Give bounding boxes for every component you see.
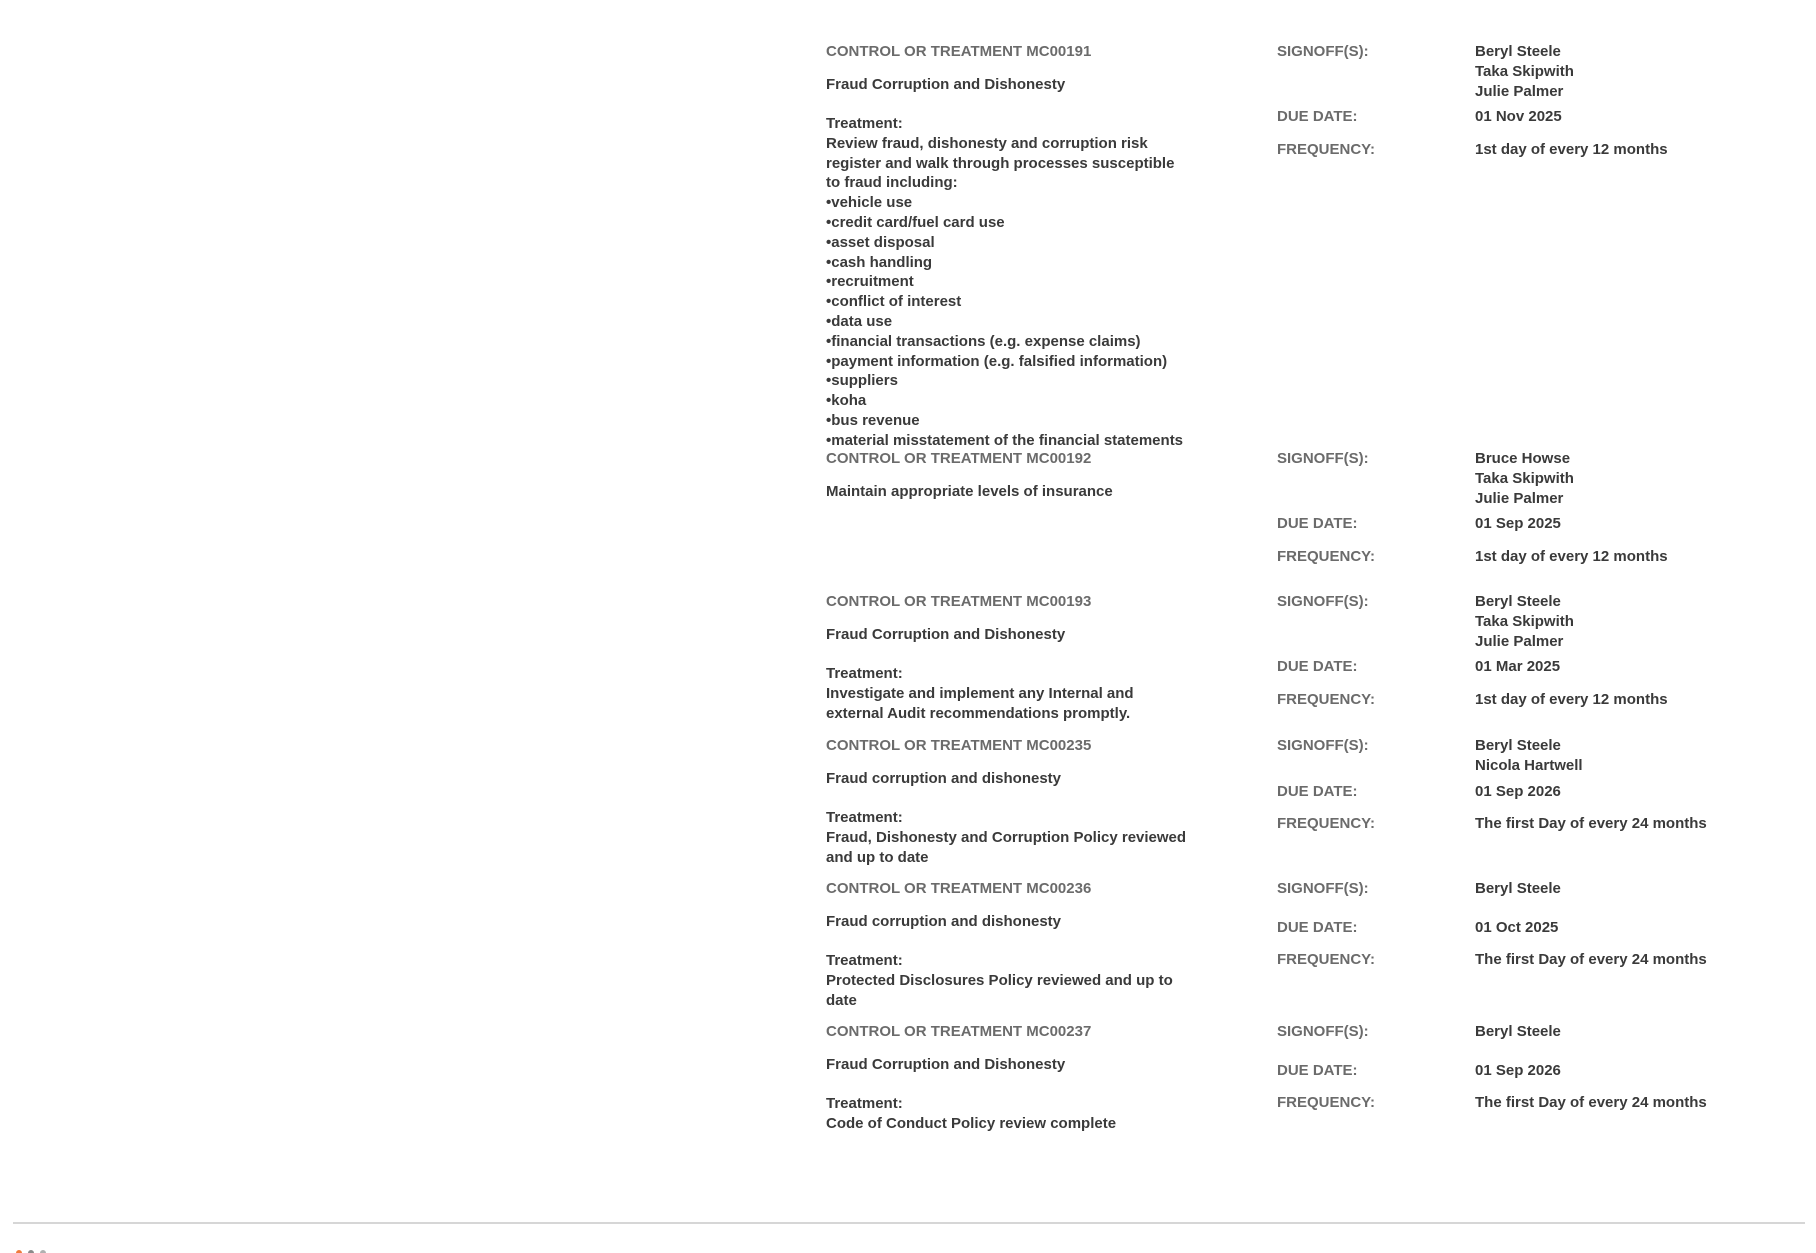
signoff-name: Julie Palmer (1475, 82, 1564, 100)
control-title: CONTROL OR TREATMENT MC00235 (826, 737, 1092, 754)
signoff-row (1277, 1022, 1797, 1055)
control-details (826, 592, 1256, 723)
frequency-row-label: FREQUENCY: (1277, 547, 1376, 565)
due-date-row-label: DUE DATE: (1277, 108, 1358, 126)
control-title: CONTROL OR TREATMENT MC00192 (826, 450, 1092, 467)
control-subject: Fraud corruption and dishonesty (826, 912, 1062, 930)
frequency-row-values (1475, 814, 1707, 834)
signoff-name: Julie Palmer (1475, 632, 1564, 650)
treatment-line: •bus revenue (826, 411, 920, 429)
signoff-row-label: SIGNOFF(S): (1277, 737, 1369, 754)
signoff-name: Beryl Steele (1475, 737, 1561, 754)
signoff-name: Taka Skipwith (1475, 469, 1574, 487)
treatment-line: •vehicle use (826, 194, 913, 212)
control-title: CONTROL OR TREATMENT MC00237 (826, 1023, 1092, 1040)
due-date-row (1277, 657, 1797, 690)
treatment-line: •asset disposal (826, 233, 935, 251)
due-date-value: 01 Oct 2025 (1475, 918, 1559, 936)
due-date-row-label: DUE DATE: (1277, 1061, 1358, 1079)
signoff-name: Nicola Hartwell (1475, 756, 1583, 774)
control-subject: Fraud Corruption and Dishonesty (826, 1055, 1066, 1073)
due-date-row-label: DUE DATE: (1277, 515, 1358, 533)
control-details (826, 42, 1256, 451)
frequency-row-label: FREQUENCY: (1277, 140, 1376, 158)
control-meta (1277, 1022, 1797, 1113)
treatment-line: Protected Disclosures Policy reviewed and up to (826, 971, 1173, 989)
signoff-name: Julie Palmer (1475, 489, 1564, 507)
control-meta (1277, 879, 1797, 970)
due-date-row (1277, 514, 1797, 547)
signoff-name: Beryl Steele (1475, 593, 1561, 610)
signoff-name: Beryl Steele (1475, 880, 1561, 897)
signoff-row-label: SIGNOFF(S): (1277, 1023, 1369, 1040)
frequency-value: 1st day of every 12 months (1475, 690, 1668, 708)
treatment-line: •financial transactions (e.g. expense claims) (826, 332, 1141, 350)
frequency-value: The first Day of every 24 months (1475, 815, 1707, 833)
treatment-line: •suppliers (826, 372, 898, 390)
signoff-row-values (1475, 1022, 1561, 1055)
due-date-row-label: DUE DATE: (1277, 918, 1358, 936)
control-title: CONTROL OR TREATMENT MC00236 (826, 880, 1092, 897)
treatment-description (826, 1094, 1256, 1134)
signoff-name: Taka Skipwith (1475, 62, 1574, 80)
signoff-row (1277, 592, 1797, 651)
footer-divider (13, 1222, 1805, 1224)
control-meta (1277, 449, 1797, 567)
treatment-line: and up to date (826, 848, 929, 866)
frequency-row (1277, 547, 1797, 567)
due-date-row-values (1475, 514, 1561, 547)
frequency-row-values (1475, 140, 1668, 160)
signoff-row-label: SIGNOFF(S): (1277, 593, 1369, 610)
control-meta (1277, 42, 1797, 160)
signoff-row-values (1475, 42, 1574, 101)
signoff-row (1277, 42, 1797, 101)
due-date-value: 01 Nov 2025 (1475, 108, 1562, 126)
treatment-line: Review fraud, dishonesty and corruption risk (826, 134, 1148, 152)
frequency-row (1277, 1093, 1797, 1113)
treatment-description (826, 808, 1256, 867)
frequency-value: The first Day of every 24 months (1475, 1094, 1707, 1112)
treatment-line: •credit card/fuel card use (826, 213, 1005, 231)
control-details (826, 879, 1256, 1010)
due-date-row-values (1475, 657, 1560, 690)
frequency-row (1277, 140, 1797, 160)
treatment-line: external Audit recommendations promptly. (826, 704, 1131, 722)
signoff-row-label: SIGNOFF(S): (1277, 43, 1369, 60)
treatment-description (826, 114, 1256, 451)
signoff-row-values (1475, 879, 1561, 912)
treatment-line: •payment information (e.g. falsified information) (826, 352, 1168, 370)
control-subject: Maintain appropriate levels of insurance (826, 482, 1113, 500)
due-date-row-label: DUE DATE: (1277, 658, 1358, 676)
due-date-value: 01 Sep 2026 (1475, 782, 1561, 800)
control-subject: Fraud Corruption and Dishonesty (826, 625, 1066, 643)
signoff-row-values (1475, 592, 1574, 651)
treatment-line: Fraud, Dishonesty and Corruption Policy reviewed (826, 828, 1187, 846)
due-date-row-values (1475, 1061, 1561, 1094)
due-date-row-values (1475, 782, 1561, 815)
control-title: CONTROL OR TREATMENT MC00193 (826, 593, 1092, 610)
treatment-label: Treatment: (826, 114, 903, 132)
signoff-name: Beryl Steele (1475, 1023, 1561, 1040)
control-title: CONTROL OR TREATMENT MC00191 (826, 43, 1092, 60)
signoff-row-values (1475, 736, 1583, 776)
treatment-line: register and walk through processes susceptible (826, 154, 1175, 172)
frequency-row-values (1475, 547, 1668, 567)
due-date-row (1277, 1061, 1797, 1094)
frequency-row-label: FREQUENCY: (1277, 690, 1376, 708)
frequency-row (1277, 950, 1797, 970)
signoff-row (1277, 879, 1797, 912)
frequency-row-values (1475, 950, 1707, 970)
treatment-line: •cash handling (826, 253, 933, 271)
due-date-row (1277, 918, 1797, 951)
treatment-description (826, 951, 1256, 1010)
due-date-row-label: DUE DATE: (1277, 782, 1358, 800)
signoff-name: Beryl Steele (1475, 43, 1561, 60)
treatment-line: Code of Conduct Policy review complete (826, 1114, 1117, 1132)
due-date-value: 01 Sep 2026 (1475, 1061, 1561, 1079)
treatment-label: Treatment: (826, 808, 903, 826)
frequency-row (1277, 690, 1797, 710)
due-date-row-values (1475, 918, 1558, 951)
control-subject: Fraud corruption and dishonesty (826, 769, 1062, 787)
frequency-row (1277, 814, 1797, 834)
frequency-row-values (1475, 1093, 1707, 1113)
treatment-line: •recruitment (826, 273, 914, 291)
frequency-row-values (1475, 690, 1668, 710)
treatment-line: •conflict of interest (826, 293, 962, 311)
control-details (826, 736, 1256, 867)
due-date-row-values (1475, 107, 1562, 140)
signoff-row (1277, 736, 1797, 776)
signoff-row-values (1475, 449, 1574, 508)
control-details (826, 449, 1256, 501)
frequency-row-label: FREQUENCY: (1277, 1094, 1376, 1112)
signoff-name: Bruce Howse (1475, 450, 1571, 467)
treatment-line: •koha (826, 392, 867, 410)
signoff-name: Taka Skipwith (1475, 612, 1574, 630)
signoff-row-label: SIGNOFF(S): (1277, 450, 1369, 467)
frequency-value: 1st day of every 12 months (1475, 547, 1668, 565)
frequency-value: The first Day of every 24 months (1475, 951, 1707, 969)
treatment-description (826, 664, 1256, 723)
due-date-row (1277, 107, 1797, 140)
control-meta (1277, 736, 1797, 834)
control-meta (1277, 592, 1797, 710)
signoff-row-label: SIGNOFF(S): (1277, 880, 1369, 897)
treatment-line: •material misstatement of the financial statements (826, 431, 1184, 449)
due-date-value: 01 Mar 2025 (1475, 658, 1561, 676)
treatment-label: Treatment: (826, 664, 903, 682)
treatment-line: date (826, 991, 857, 1009)
frequency-value: 1st day of every 12 months (1475, 140, 1668, 158)
frequency-row-label: FREQUENCY: (1277, 815, 1376, 833)
due-date-value: 01 Sep 2025 (1475, 515, 1561, 533)
signoff-row (1277, 449, 1797, 508)
treatment-line: Investigate and implement any Internal and (826, 684, 1134, 702)
treatment-label: Treatment: (826, 1094, 903, 1112)
treatment-line: to fraud including: (826, 174, 958, 192)
control-details (826, 1022, 1256, 1134)
treatment-line: •data use (826, 312, 893, 330)
due-date-row (1277, 782, 1797, 815)
treatment-label: Treatment: (826, 951, 903, 969)
control-subject: Fraud Corruption and Dishonesty (826, 75, 1066, 93)
frequency-row-label: FREQUENCY: (1277, 951, 1376, 969)
